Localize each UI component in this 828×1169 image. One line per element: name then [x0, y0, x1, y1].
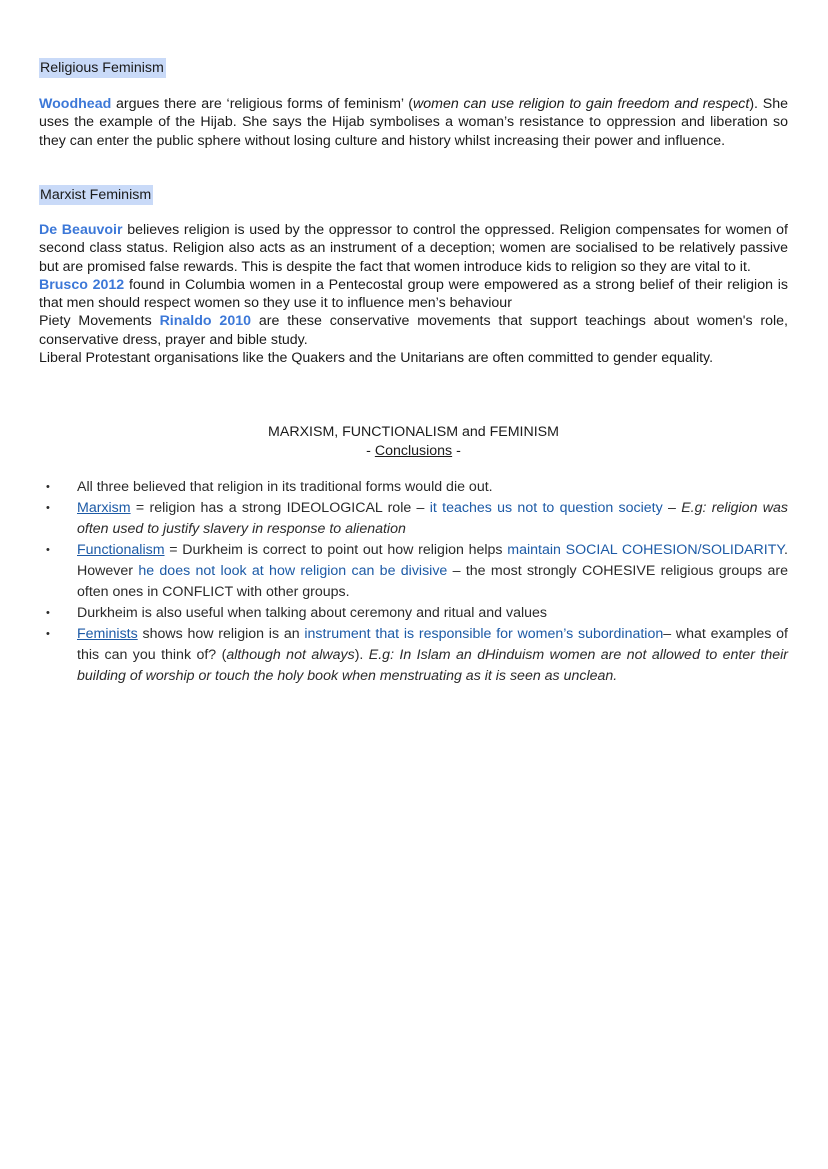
marxism-link[interactable]: Marxism: [77, 500, 131, 516]
author-de-beauvoir: De Beauvoir: [39, 222, 123, 238]
conclusions-list: [39, 477, 788, 687]
list-item: • Durkheim is also useful when talking about ceremony and ritual and values: [39, 603, 788, 624]
marxist-feminism-body: [39, 221, 788, 367]
paragraph-piety-movements: Piety Movements Rinaldo 2010 are these conservative movements that support teachings about women's role, conservative dress, prayer and bible study.: [39, 313, 788, 348]
author-rinaldo: Rinaldo 2010: [159, 313, 251, 330]
feminists-link[interactable]: Feminists: [77, 626, 138, 642]
heading-religious-feminism: Religious Feminism: [40, 60, 164, 76]
conclusions-subtitle: - Conclusions -: [366, 443, 461, 459]
paragraph-de-beauvoir: De Beauvoir believes religion is used by the oppressor to control the oppressed. Religion compensates for women of second class status. Religion also acts as an instrument of a deception; women are socialised to be relatively passive but are promised false rewards. This is despite the fact that women introduce kids to religion so they are vital to it.: [39, 222, 788, 275]
list-item: • Marxism = religion has a strong IDEOLOGICAL role – it teaches us not to question society – E.g: religion was often used to justify slavery in response to alienation: [46, 500, 788, 537]
author-brusco: Brusco 2012: [39, 276, 125, 293]
list-item: • Feminists shows how religion is an instrument that is responsible for women’s subordination– what examples of this can you think of? (although not always). E.g: In Islam an dHinduism women are not allowed to enter their building of worship or touch the holy book when menstruating as it is seen as unclean.: [46, 626, 788, 684]
paragraph-woodhead: Woodhead argues there are ‘religious forms of feminism’ (women can use religion to gain freedom and respect). She uses the example of the Hijab. She says the Hijab symbolises a woman’s resistance to oppression and liberation so they can enter the public sphere without losing culture and history whilst increasing their power and influence.: [39, 96, 788, 149]
bullet-icon: •: [46, 607, 50, 619]
paragraph-liberal-protestant: Liberal Protestant organisations like the Quakers and the Unitarians are often committed to gender equality.: [39, 350, 714, 367]
bullet-icon: •: [46, 544, 50, 556]
bullet-icon: •: [46, 502, 50, 514]
conclusions-title: MARXISM, FUNCTIONALISM and FEMINISM: [268, 424, 559, 440]
bullet-icon: •: [46, 481, 50, 493]
author-woodhead: Woodhead: [39, 96, 112, 112]
list-item: • Functionalism = Durkheim is correct to point out how religion helps maintain SOCIAL COHESION/SOLIDARITY. However he does not look at how religion can be divisive – the most strongly COHESIVE religious groups are often ones in CONFLICT with other groups.: [46, 542, 788, 600]
bullet-icon: •: [46, 628, 50, 640]
functionalism-link[interactable]: Functionalism: [77, 542, 165, 558]
list-item: • All three believed that religion in its traditional forms would die out.: [39, 477, 788, 498]
heading-marxist-feminism: Marxist Feminism: [40, 187, 152, 203]
paragraph-brusco: Brusco 2012 found in Columbia women in a Pentecostal group were empowered as a strong belief of their religion is that men should respect women so they use it to influence men’s behaviour: [39, 276, 788, 312]
